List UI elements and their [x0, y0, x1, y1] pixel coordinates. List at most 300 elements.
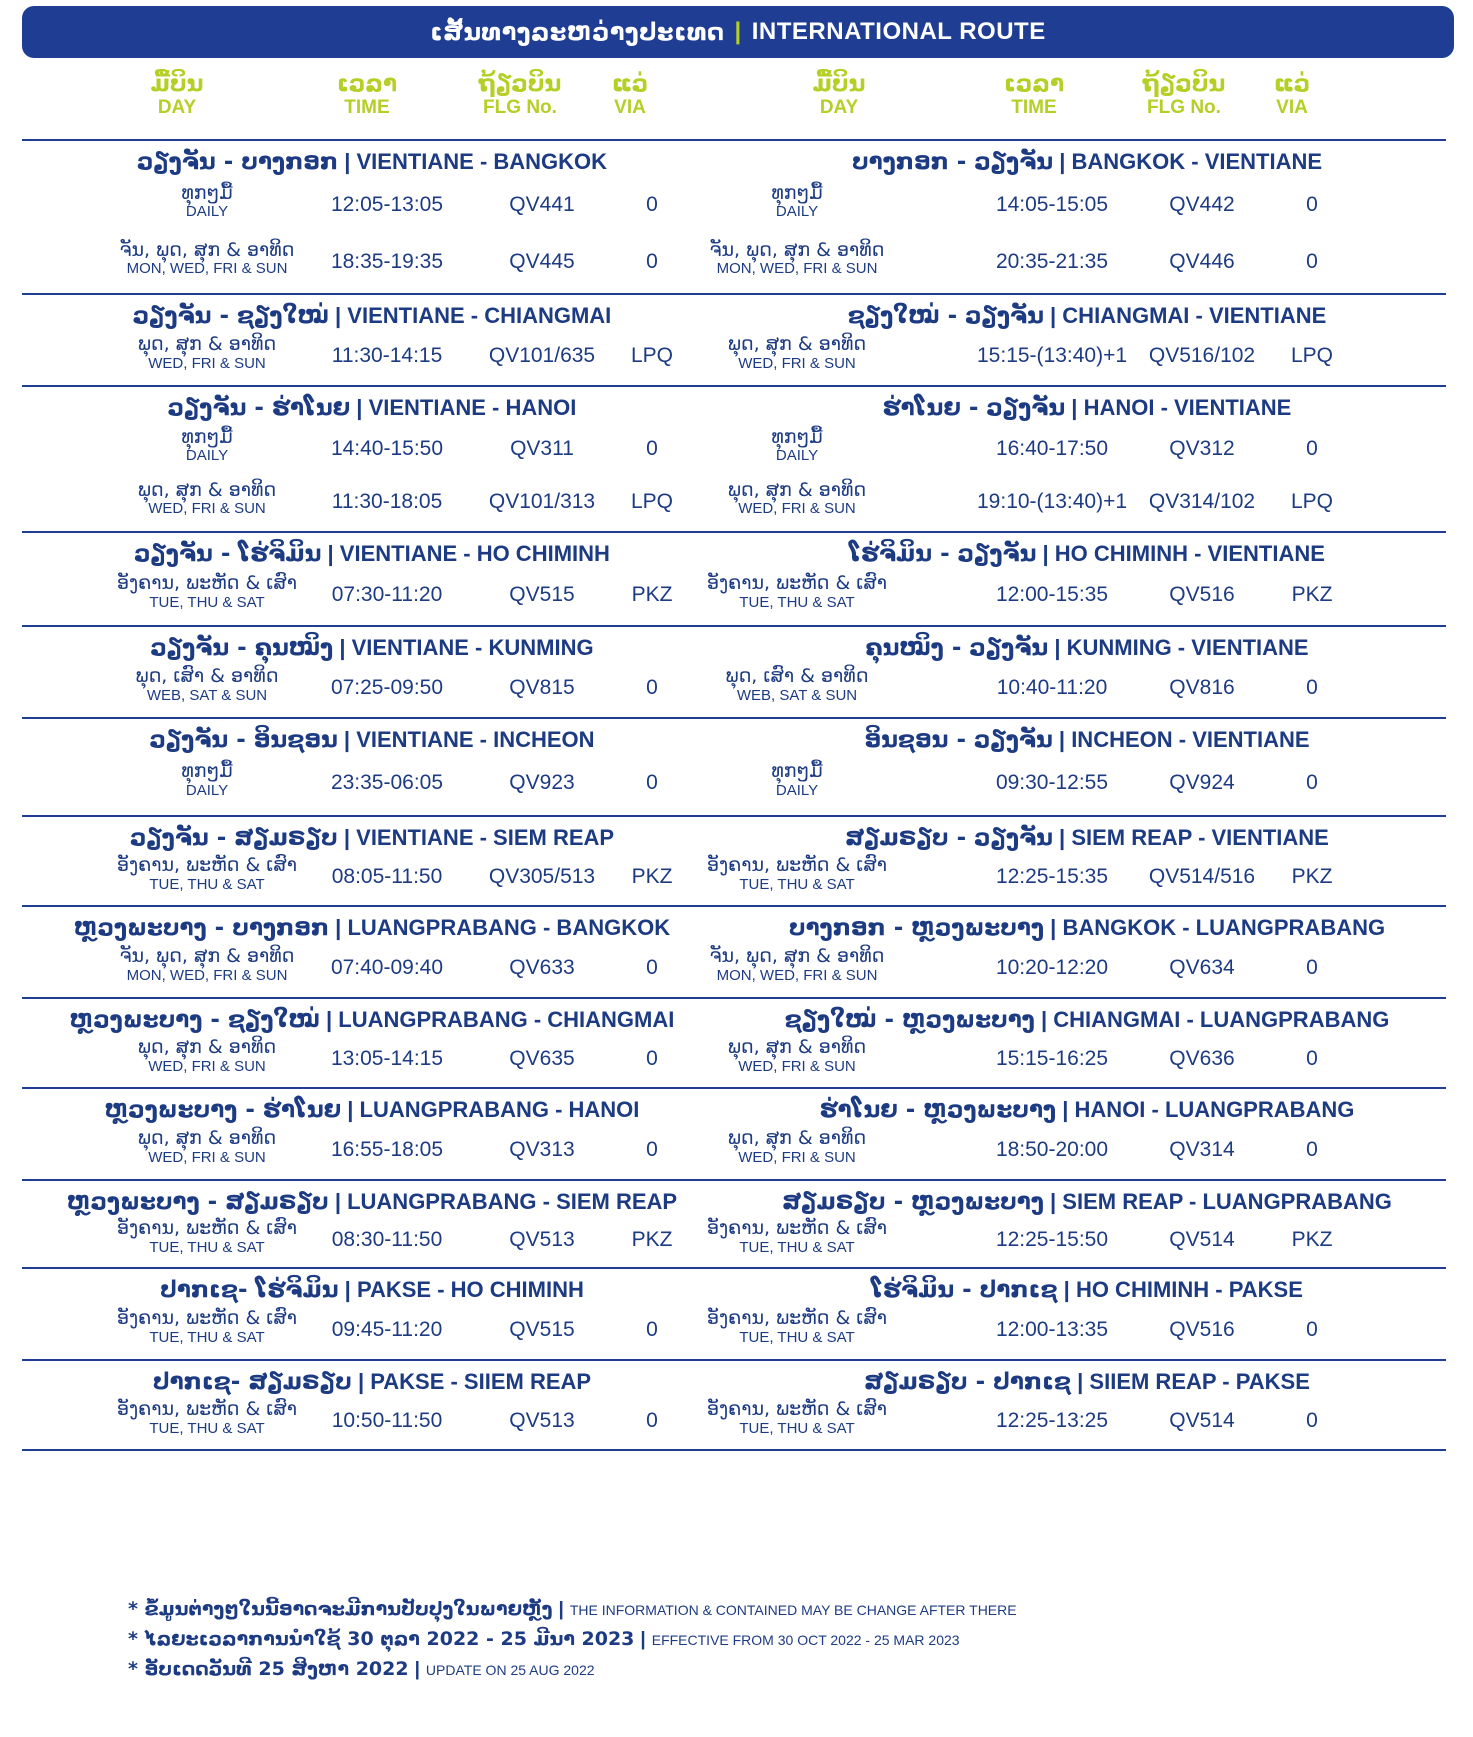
flight-number: QV513 — [509, 1409, 575, 1432]
day-lao: ພຸດ, ເສົາ & ອາທິດ — [135, 665, 279, 687]
day-lao: ພຸດ, ສຸກ & ອາທິດ — [727, 1036, 867, 1058]
route-section — [22, 387, 1454, 531]
flight-number: QV514/516 — [1148, 865, 1256, 888]
flight-via: 0 — [646, 771, 658, 794]
flight-time: 07:40-09:40 — [330, 956, 444, 979]
route-title-separator: | — [1053, 149, 1072, 174]
route-title-separator: | — [328, 1189, 348, 1214]
flight-row — [22, 755, 1454, 813]
route-title-separator: | — [1065, 395, 1084, 420]
route-title-separator: | — [1052, 727, 1072, 752]
flight-via: 0 — [646, 1047, 658, 1070]
flight-via: 0 — [646, 436, 658, 460]
footer-notes — [128, 1595, 1017, 1685]
day-en: WED, FRI & SUN — [738, 500, 856, 518]
day-lao: ພຸດ, ສຸກ & ອາທິດ — [137, 1036, 277, 1058]
route-title-en: LUANGPRABANG - CHIANGMAI — [338, 1007, 675, 1032]
route-title-en: VIENTIANE - INCHEON — [356, 727, 595, 752]
route-title — [22, 1189, 722, 1215]
day-lao: ຈັນ, ພຸດ, ສຸກ & ອາທິດ — [709, 945, 885, 967]
route-title-separator: | — [328, 303, 348, 328]
route-title-en: HO CHIMINH - PAKSE — [1075, 1277, 1303, 1302]
header-via-right: ແວ່ VIA — [1273, 71, 1311, 119]
flight-via: 0 — [1306, 192, 1318, 216]
route-title-lao: ຊຽງໃໝ່ - ຫຼວງພະບາງ — [784, 1007, 1035, 1033]
day-lao: ອັງຄານ, ພະຫັດ & ເສົາ — [706, 1307, 888, 1329]
day-lao: ພຸດ, ສຸກ & ອາທິດ — [727, 333, 867, 355]
flight-via: LPQ — [1290, 344, 1334, 367]
route-title-en: VIENTIANE - HO CHIMINH — [339, 541, 610, 566]
flight-via: 0 — [1306, 436, 1318, 460]
route-title-separator: | — [1071, 1369, 1090, 1394]
route-title-en: PAKSE - SIIEM REAP — [370, 1369, 592, 1394]
day-lao: ທຸກໆມື້ — [771, 760, 823, 782]
route-title-en: HANOI - VIENTIANE — [1083, 395, 1292, 420]
route-title-lao: ວຽງຈັນ - ອິນຊອນ — [149, 727, 338, 753]
day-lao: ອັງຄານ, ພະຫັດ & ເສົາ — [116, 1217, 298, 1239]
route-title — [22, 727, 722, 753]
day-lao: ທຸກໆມື້ — [771, 181, 823, 204]
route-title — [722, 1007, 1452, 1033]
route-title-separator: | — [1048, 635, 1067, 660]
flight-number: QV815 — [509, 676, 575, 699]
route-title-en: LUANGPRABANG - HANOI — [359, 1097, 640, 1122]
route-title-en: VIENTIANE - BANGKOK — [356, 149, 608, 174]
day-en: TUE, THU & SAT — [739, 1328, 855, 1346]
flight-time: 10:40-11:20 — [996, 676, 1108, 699]
route-title — [722, 1369, 1452, 1395]
day-en: MON, WED, FRI & SUN — [126, 966, 288, 984]
flight-time: 19:10-(13:40)+1 — [977, 489, 1128, 513]
day-en: MON, WED, FRI & SUN — [126, 260, 288, 278]
header-via-left: ແວ່ VIA — [611, 71, 649, 119]
route-title-en: HO CHIMINH - VIENTIANE — [1054, 541, 1325, 566]
flight-number: QV445 — [509, 249, 575, 273]
route-title-lao: ວຽງຈັນ - ຮ່າໂນຍ — [167, 395, 351, 421]
flight-time: 12:00-13:35 — [995, 1318, 1109, 1341]
flight-row — [22, 1305, 1454, 1357]
flight-via: 0 — [1306, 956, 1318, 979]
flight-via: 0 — [1306, 1318, 1318, 1341]
day-lao: ທຸກໆມື້ — [771, 425, 823, 448]
flight-time: 12:05-13:05 — [330, 192, 444, 216]
flight-number: QV101/313 — [488, 489, 596, 513]
flight-day — [677, 183, 917, 223]
route-title-lao: ປາກເຊ- ໂຮ່ຈິມິນ — [160, 1277, 339, 1303]
flight-time: 07:25-09:50 — [330, 676, 444, 699]
route-section — [22, 1361, 1454, 1449]
flight-via: 0 — [1306, 1409, 1318, 1432]
header-time-left: ເວລາ TIME — [337, 71, 397, 119]
day-en: MON, WED, FRI & SUN — [716, 260, 878, 278]
route-section — [22, 295, 1454, 385]
flight-time: 14:40-15:50 — [330, 436, 444, 460]
day-lao: ອັງຄານ, ພະຫັດ & ເສົາ — [116, 1398, 298, 1420]
route-section — [22, 627, 1454, 717]
route-title — [722, 727, 1452, 753]
day-lao: ພຸດ, ສຸກ & ອາທິດ — [137, 478, 277, 501]
flight-number: QV515 — [509, 1318, 575, 1341]
route-title-lao: ຊຽງໃໝ່ - ວຽງຈັນ — [847, 303, 1044, 329]
day-en: WED, FRI & SUN — [738, 354, 856, 372]
day-en: WED, FRI & SUN — [148, 354, 266, 372]
header-time-right: ເວລາ TIME — [1004, 71, 1064, 119]
route-title — [22, 825, 722, 851]
route-title-separator: | — [333, 635, 352, 660]
route-title-lao: ບາງກອກ - ວຽງຈັນ — [851, 149, 1054, 175]
day-en: DAILY — [185, 447, 229, 465]
divider — [22, 1449, 1446, 1451]
flight-time: 14:05-15:05 — [995, 192, 1109, 216]
flight-via: 0 — [1306, 249, 1318, 273]
route-title-lao: ຮ່າໂນຍ - ວຽງຈັນ — [882, 395, 1066, 421]
flight-number: QV634 — [1169, 956, 1235, 979]
footer-note: * ຂໍ້ມູນຕ່າງໆໃນນີ້ອາດຈະມີການປັບປຸງໃນພາຍຫຼັງ | THE INFORMATION & CONTAINED MAY BE CHANGE AFTER THERE — [128, 1598, 1017, 1620]
flight-row — [22, 663, 1454, 715]
route-title — [722, 541, 1452, 567]
route-section — [22, 141, 1454, 293]
route-title-lao: ບາງກອກ - ຫຼວງພະບາງ — [788, 915, 1045, 941]
flight-day — [677, 427, 917, 467]
flight-number: QV101/635 — [488, 344, 596, 367]
route-title-en: LUANGPRABANG - BANGKOK — [347, 915, 671, 940]
route-title-separator: | — [341, 1097, 360, 1122]
flight-number: QV515 — [509, 583, 575, 606]
day-en: DAILY — [775, 781, 819, 799]
route-title-lao: ຫຼວງພະບາງ - ບາງກອກ — [73, 915, 330, 941]
route-title — [722, 1189, 1452, 1215]
route-section — [22, 907, 1454, 997]
flight-number: QV633 — [509, 956, 575, 979]
route-title — [722, 1097, 1452, 1123]
flight-number: QV636 — [1169, 1047, 1235, 1070]
route-title-lao: ສຽມຣຽບ - ຫຼວງພະບາງ — [782, 1189, 1044, 1215]
flight-day — [677, 855, 917, 895]
day-lao: ຈັນ, ພຸດ, ສຸກ & ອາທິດ — [119, 945, 295, 967]
header-flight-right: ຖ້ຽວບິນ FLG No. — [1142, 71, 1226, 119]
flight-row — [22, 1217, 1454, 1265]
flight-time: 15:15-16:25 — [995, 1047, 1109, 1070]
footer-note: * ອັບເດດວັນທີ 25 ສິງຫາ 2022 | UPDATE ON 25 AUG 2022 — [128, 1658, 595, 1680]
route-title-lao: ວຽງຈັນ - ບາງກອກ — [136, 149, 339, 175]
flight-day — [677, 1218, 917, 1258]
banner-title-lao: ເສັ້ນທາງລະຫວ່າງປະເທດ — [430, 18, 725, 46]
day-en: WED, FRI & SUN — [738, 1148, 856, 1166]
flight-time: 12:25-15:50 — [995, 1228, 1109, 1251]
route-title — [722, 303, 1452, 329]
flight-number: QV513 — [509, 1228, 575, 1251]
flight-via: 0 — [646, 676, 658, 699]
day-lao: ທຸກໆມື້ — [181, 425, 233, 448]
day-en: TUE, THU & SAT — [149, 1328, 265, 1346]
route-title-lao: ສຽມຣຽບ - ປາກເຊ — [864, 1369, 1072, 1395]
flight-via: 0 — [646, 192, 658, 216]
route-title — [722, 149, 1452, 175]
flight-time: 10:20-12:20 — [995, 956, 1109, 979]
flight-via: LPQ — [1290, 489, 1334, 513]
flight-number: QV514 — [1169, 1228, 1235, 1251]
flight-day — [677, 1037, 917, 1077]
flight-via: LPQ — [630, 489, 674, 513]
header-day-left: ມື້ບິນ DAY — [150, 71, 204, 119]
header-day-right: ມື້ບິນ DAY — [812, 71, 866, 119]
day-en: TUE, THU & SAT — [149, 875, 265, 893]
flight-number: QV924 — [1169, 771, 1235, 794]
title-banner — [22, 6, 1454, 58]
flight-time: 15:15-(13:40)+1 — [977, 344, 1128, 367]
day-en: DAILY — [775, 447, 819, 465]
flight-via: 0 — [646, 249, 658, 273]
flight-number: QV313 — [509, 1138, 575, 1161]
day-lao: ອັງຄານ, ພະຫັດ & ເສົາ — [116, 1307, 298, 1329]
flight-row — [22, 177, 1454, 234]
day-en: WED, FRI & SUN — [738, 1057, 856, 1075]
flight-via: PKZ — [631, 1228, 673, 1251]
flight-row — [22, 1035, 1454, 1085]
route-title-en: HANOI - LUANGPRABANG — [1074, 1097, 1355, 1122]
day-en: TUE, THU & SAT — [149, 1238, 265, 1256]
route-title-en: VIENTIANE - SIEM REAP — [356, 825, 615, 850]
flight-row — [22, 943, 1454, 995]
column-headers — [22, 72, 1454, 140]
schedule-table — [22, 139, 1454, 1451]
flight-day — [677, 573, 917, 613]
route-title-separator: | — [319, 1007, 339, 1032]
route-title — [22, 1277, 722, 1303]
route-title-separator: | — [1057, 1277, 1076, 1302]
flight-day — [677, 1128, 917, 1168]
route-title-separator: | — [350, 395, 369, 420]
route-section — [22, 533, 1454, 625]
route-section — [22, 1269, 1454, 1359]
flight-time: 12:00-15:35 — [995, 583, 1109, 606]
flight-via: LPQ — [630, 344, 674, 367]
flight-row — [22, 1397, 1454, 1447]
day-lao: ອັງຄານ, ພະຫັດ & ເສົາ — [116, 572, 298, 594]
day-en: TUE, THU & SAT — [739, 1419, 855, 1437]
flight-time: 18:35-19:35 — [330, 249, 444, 273]
route-title-lao: ຮ່າໂນຍ - ຫຼວງພະບາງ — [819, 1097, 1057, 1123]
flight-time: 07:30-11:20 — [331, 583, 443, 606]
route-title-separator: | — [1034, 1007, 1054, 1032]
day-en: TUE, THU & SAT — [149, 1419, 265, 1437]
flight-day — [677, 334, 917, 374]
day-lao: ທຸກໆມື້ — [181, 181, 233, 204]
day-en: TUE, THU & SAT — [739, 593, 855, 611]
route-title-separator: | — [1043, 1189, 1063, 1214]
flight-time: 23:35-06:05 — [330, 771, 444, 794]
header-flight-left: ຖ້ຽວບິນ FLG No. — [478, 71, 562, 119]
banner-title-en: INTERNATIONAL ROUTE — [751, 18, 1046, 45]
flight-via: 0 — [1306, 1047, 1318, 1070]
flight-day — [677, 480, 917, 520]
route-title-lao: ອິນຊອນ - ວຽງຈັນ — [864, 727, 1053, 753]
route-title — [22, 541, 722, 567]
flight-via: PKZ — [631, 865, 673, 888]
flight-time: 20:35-21:35 — [995, 249, 1109, 273]
route-title-lao: ຫຼວງພະບາງ - ສຽມຣຽບ — [66, 1189, 329, 1215]
flight-via: 0 — [646, 956, 658, 979]
flight-time: 16:40-17:50 — [995, 436, 1109, 460]
route-title-lao: ວຽງຈັນ - ຄຸນໝິງ — [150, 635, 334, 661]
flight-via: PKZ — [1291, 583, 1333, 606]
flight-number: QV314/102 — [1148, 489, 1256, 513]
route-title — [722, 635, 1452, 661]
day-en: DAILY — [185, 781, 229, 799]
route-title-separator: | — [337, 825, 357, 850]
route-title-lao: ຫຼວງພະບາງ - ຊຽງໃໝ່ — [69, 1007, 320, 1033]
day-lao: ພຸດ, ສຸກ & ອາທິດ — [727, 478, 867, 501]
flight-number: QV305/513 — [488, 865, 596, 888]
route-title-en: VIENTIANE - CHIANGMAI — [347, 303, 612, 328]
flight-time: 13:05-14:15 — [330, 1047, 444, 1070]
flight-time: 10:50-11:50 — [331, 1409, 443, 1432]
flight-row — [22, 423, 1454, 476]
flight-row — [22, 1125, 1454, 1177]
route-section — [22, 719, 1454, 815]
route-title-separator: | — [338, 149, 357, 174]
flight-time: 09:30-12:55 — [995, 771, 1109, 794]
flight-number: QV311 — [510, 436, 574, 460]
flight-time: 18:50-20:00 — [995, 1138, 1109, 1161]
route-title-en: SIEM REAP - LUANGPRABANG — [1062, 1189, 1392, 1214]
route-title-separator: | — [329, 915, 348, 940]
route-section — [22, 1181, 1454, 1267]
route-title-separator: | — [351, 1369, 371, 1394]
flight-time: 16:55-18:05 — [330, 1138, 444, 1161]
flight-via: PKZ — [1291, 1228, 1333, 1251]
day-lao: ອັງຄານ, ພະຫັດ & ເສົາ — [706, 1398, 888, 1420]
banner-separator: | — [734, 18, 742, 45]
route-title-en: SIEM REAP - VIENTIANE — [1071, 825, 1329, 850]
flight-via: 0 — [646, 1409, 658, 1432]
route-title-lao: ສຽມຣຽບ - ວຽງຈັນ — [845, 825, 1053, 851]
route-title-en: LUANGPRABANG - SIEM REAP — [347, 1189, 678, 1214]
flight-via: 0 — [1306, 676, 1318, 699]
flight-day — [677, 1308, 917, 1348]
route-title — [722, 825, 1452, 851]
flight-number: QV312 — [1169, 436, 1235, 460]
route-title-separator: | — [1043, 303, 1063, 328]
day-lao: ທຸກໆມື້ — [181, 760, 233, 782]
route-title — [22, 915, 722, 941]
day-lao: ອັງຄານ, ພະຫັດ & ເສົາ — [116, 854, 298, 876]
day-en: WED, FRI & SUN — [148, 1057, 266, 1075]
day-lao: ອັງຄານ, ພະຫັດ & ເສົາ — [706, 854, 888, 876]
flight-number: QV514 — [1169, 1409, 1235, 1432]
route-title — [22, 1369, 722, 1395]
flight-via: 0 — [646, 1138, 658, 1161]
route-title-lao: ວຽງຈັນ - ສຽມຣຽບ — [129, 825, 338, 851]
route-title-separator: | — [1056, 1097, 1075, 1122]
flight-row — [22, 331, 1454, 383]
flight-number: QV441 — [509, 192, 575, 216]
flight-number: QV516 — [1169, 583, 1235, 606]
day-lao: ພຸດ, ສຸກ & ອາທິດ — [727, 1127, 867, 1149]
day-lao: ພຸດ, ເສົາ & ອາທິດ — [725, 665, 869, 687]
flight-day — [677, 666, 917, 706]
day-lao: ພຸດ, ສຸກ & ອາທິດ — [137, 1127, 277, 1149]
route-title-lao: ວຽງຈັນ - ຊຽງໃໝ່ — [132, 303, 329, 329]
flight-number: QV516/102 — [1148, 344, 1256, 367]
flight-row — [22, 234, 1454, 291]
flight-time: 11:30-14:15 — [331, 344, 443, 367]
route-title-lao: ປາກເຊ- ສຽມຣຽບ — [152, 1369, 352, 1395]
route-title-lao: ວຽງຈັນ - ໂຮ່ຈິມິນ — [134, 541, 322, 567]
day-lao: ອັງຄານ, ພະຫັດ & ເສົາ — [706, 1217, 888, 1239]
flight-number: QV635 — [509, 1047, 575, 1070]
route-title-separator: | — [321, 541, 340, 566]
route-title — [22, 149, 722, 175]
route-title-separator: | — [337, 727, 357, 752]
route-title-lao: ໂຮ່ຈິມິນ - ວຽງຈັນ — [849, 541, 1037, 567]
route-title-en: CHIANGMAI - VIENTIANE — [1062, 303, 1327, 328]
route-title — [22, 1007, 722, 1033]
flight-time: 12:25-15:35 — [995, 865, 1109, 888]
day-en: TUE, THU & SAT — [739, 1238, 855, 1256]
route-title-en: VIENTIANE - HANOI — [368, 395, 577, 420]
day-en: WEB, SAT & SUN — [146, 686, 268, 704]
route-title — [22, 1097, 722, 1123]
flight-number: QV442 — [1169, 192, 1235, 216]
route-title-en: INCHEON - VIENTIANE — [1071, 727, 1310, 752]
route-title — [22, 303, 722, 329]
day-en: TUE, THU & SAT — [739, 875, 855, 893]
route-title — [22, 395, 722, 421]
route-title — [722, 1277, 1452, 1303]
flight-day — [677, 946, 917, 986]
flight-day — [677, 240, 917, 280]
day-en: WED, FRI & SUN — [148, 500, 266, 518]
flight-number: QV816 — [1169, 676, 1235, 699]
flight-time: 08:05-11:50 — [331, 865, 443, 888]
flight-number: QV923 — [509, 771, 575, 794]
day-en: DAILY — [185, 203, 229, 221]
day-en: WED, FRI & SUN — [148, 1148, 266, 1166]
flight-time: 11:30-18:05 — [331, 489, 443, 513]
flight-time: 09:45-11:20 — [331, 1318, 443, 1341]
route-title — [722, 395, 1452, 421]
route-title-en: BANGKOK - VIENTIANE — [1071, 149, 1323, 174]
day-en: DAILY — [775, 203, 819, 221]
day-lao: ຈັນ, ພຸດ, ສຸກ & ອາທິດ — [709, 238, 885, 261]
route-title-en: SIIEM REAP - PAKSE — [1089, 1369, 1310, 1394]
flight-time: 08:30-11:50 — [331, 1228, 443, 1251]
route-title-en: PAKSE - HO CHIMINH — [356, 1277, 584, 1302]
route-title-separator: | — [1044, 915, 1063, 940]
route-title-en: VIENTIANE - KUNMING — [351, 635, 594, 660]
day-lao: ພຸດ, ສຸກ & ອາທິດ — [137, 333, 277, 355]
flight-number: QV314 — [1169, 1138, 1235, 1161]
route-title-lao: ຫຼວງພະບາງ - ຮ່າໂນຍ — [104, 1097, 342, 1123]
route-section — [22, 817, 1454, 905]
flight-day — [677, 1399, 917, 1439]
flight-row — [22, 569, 1454, 623]
route-title-separator: | — [338, 1277, 357, 1302]
flight-via: PKZ — [631, 583, 673, 606]
day-en: TUE, THU & SAT — [149, 593, 265, 611]
flight-time: 12:25-13:25 — [995, 1409, 1109, 1432]
flight-row — [22, 476, 1454, 529]
day-en: MON, WED, FRI & SUN — [716, 966, 878, 984]
flight-via: 0 — [646, 1318, 658, 1341]
flight-number: QV446 — [1169, 249, 1235, 273]
route-title — [22, 635, 722, 661]
day-lao: ອັງຄານ, ພະຫັດ & ເສົາ — [706, 572, 888, 594]
route-title-en: CHIANGMAI - LUANGPRABANG — [1053, 1007, 1390, 1032]
flight-via: 0 — [1306, 1138, 1318, 1161]
route-title-en: BANGKOK - LUANGPRABANG — [1062, 915, 1386, 940]
